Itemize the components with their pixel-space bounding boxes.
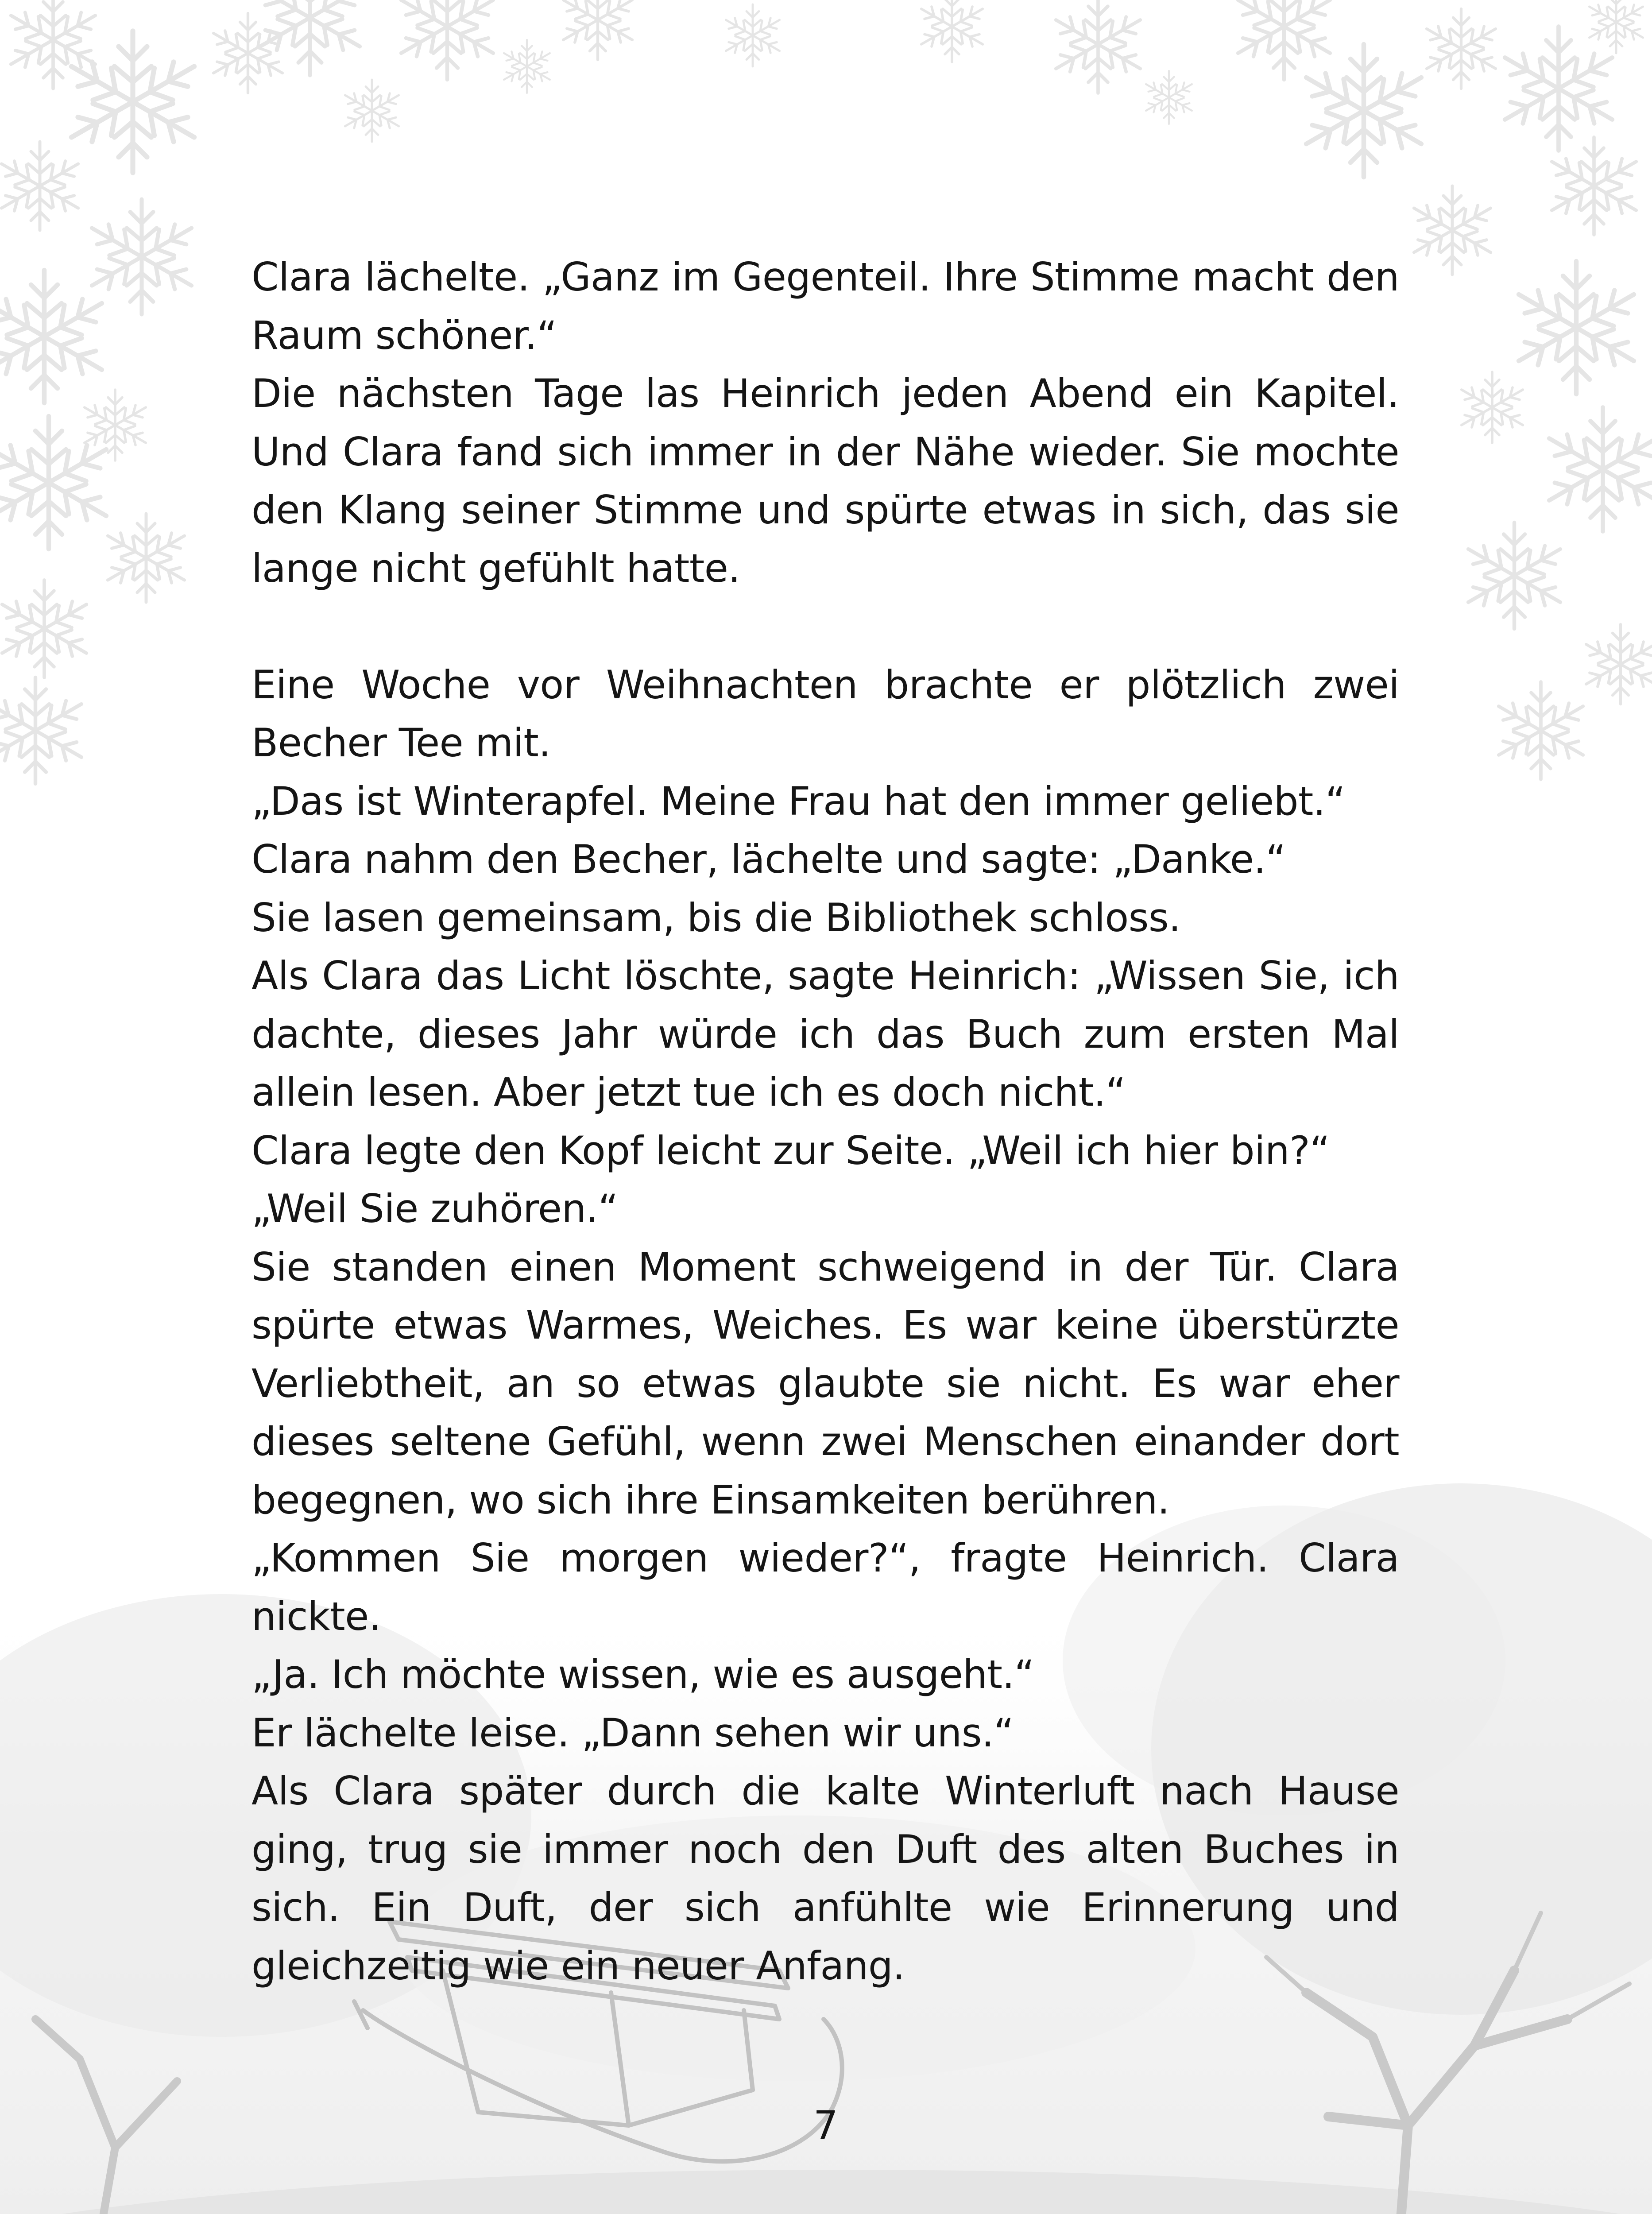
paragraph: Sie lasen gemeinsam, bis die Bibliothek schloss. — [251, 894, 1181, 941]
story-text — [251, 248, 1399, 1995]
paragraph: Sie standen einen Moment schweigend in der Tür. Clara spürte etwas Warmes, Weiches. Es war keine überstürzte Verliebtheit, an so etwas glaubte sie nicht. Es war eher dieses seltene Gefühl, wenn zwei Menschen einander dort begegnen, wo sich ihre Einsamkeiten berühren. — [251, 1244, 1399, 1523]
paragraph: Clara lächelte. „Ganz im Gegenteil. Ihre Stimme macht den Raum schöner.“ — [251, 254, 1399, 358]
paragraph: Er lächelte leise. „Dann sehen wir uns.“ — [251, 1710, 1014, 1756]
paragraph: Die nächsten Tage las Heinrich jeden Abend ein Kapitel. Und Clara fand sich immer in der Nähe wieder. Sie mochte den Klang seiner Stimme und spürte etwas in sich, das sie lange nicht gefühlt hatte. — [251, 371, 1399, 591]
paragraph: Als Clara das Licht löschte, sagte Heinrich: „Wissen Sie, ich dachte, dieses Jahr würde ich das Buch zum ersten Mal allein lesen. Aber jetzt tue ich es doch nicht.“ — [251, 953, 1399, 1115]
page-number: 7 — [813, 2102, 838, 2148]
paragraph: „Ja. Ich möchte wissen, wie es ausgeht.“ — [251, 1652, 1034, 1697]
paragraph: Als Clara später durch die kalte Winterluft nach Hause ging, trug sie immer noch den Duft des alten Buches in sich. Ein Duft, der sich anfühlte wie Erinnerung und gleichzeitig wie ein neuer Anfang. — [251, 1768, 1399, 1989]
paragraph: Eine Woche vor Weihnachten brachte er plötzlich zwei Becher Tee mit. — [251, 662, 1399, 766]
paragraph: „Kommen Sie morgen wieder?“, fragte Heinrich. Clara nickte. — [251, 1535, 1399, 1639]
paragraph: „Das ist Winterapfel. Meine Frau hat den immer geliebt.“ — [251, 778, 1346, 824]
paragraph: Clara legte den Kopf leicht zur Seite. „Weil ich hier bin?“ — [251, 1127, 1330, 1173]
paragraph: Clara nahm den Becher, lächelte und sagte: „Danke.“ — [251, 836, 1286, 882]
paragraph: „Weil Sie zuhören.“ — [251, 1186, 618, 1231]
